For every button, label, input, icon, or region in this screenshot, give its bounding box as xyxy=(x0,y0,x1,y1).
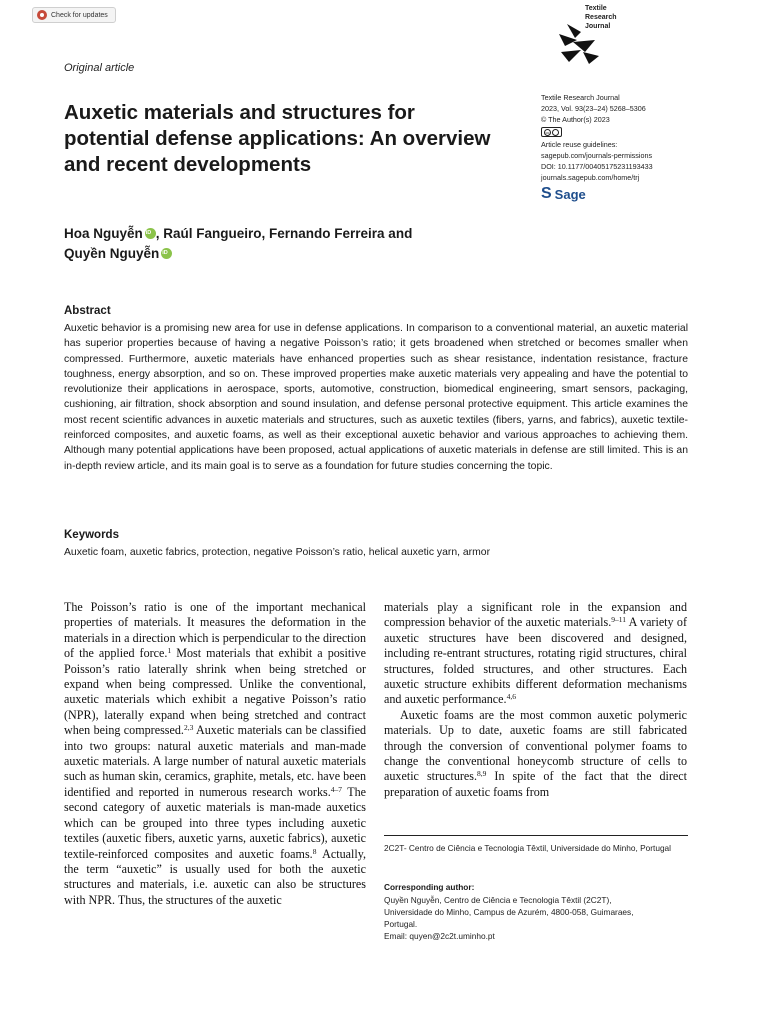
citation[interactable]: 8,9 xyxy=(477,769,487,779)
article-title: Auxetic materials and structures for potential defense applications: An overview and recent developments xyxy=(64,101,491,176)
citation[interactable]: 4–7 xyxy=(330,784,342,794)
author-list xyxy=(64,224,484,264)
orcid-icon[interactable] xyxy=(161,248,172,259)
journal-logo xyxy=(555,4,635,66)
abstract-heading: Abstract xyxy=(64,305,111,317)
keywords-text: Auxetic foam, auxetic fabrics, protection, negative Poisson’s ratio, helical auxetic yarn, armor xyxy=(64,547,491,558)
publisher-logo[interactable] xyxy=(541,186,653,202)
body-column-right xyxy=(384,600,687,800)
footnote-divider xyxy=(384,835,688,836)
author-name[interactable]: Hoa Nguyễn xyxy=(64,226,143,241)
sage-s-icon: S xyxy=(541,185,552,202)
paragraph: materials play a significant role in the expansion and compression behavior of the auxetic materials.$^{9-11}$ A variety of auxetic structures have been discovered and designed, including re-entrant structures, rotating rigid structures, chiral structures, folded structures, and other structures. Each auxetic structure exhibits different deformation mechanisms and auxetic performance.$^{4,6}$ xyxy=(384,600,687,707)
volume-info: 2023, Vol. 93(23–24) 5268–5306 xyxy=(541,104,646,113)
citation[interactable]: 2,3 xyxy=(183,723,194,733)
author-name[interactable]: Quyền Nguyễn xyxy=(64,246,160,261)
citation[interactable]: 4,6 xyxy=(506,692,516,702)
check-updates-label: Check for updates xyxy=(51,11,108,19)
keywords-heading: Keywords xyxy=(64,529,119,541)
publisher-name: Sage xyxy=(554,186,586,202)
paragraph: Auxetic foams are the most common auxetic polymeric materials. Up to date, auxetic foams are still fabricated through the conversion of conventional polymer foams to change the conventional honeycomb structure of cells to auxetic structures.$^{8,9}$ In spite of the fact that the direct preparation of auxetic foams from xyxy=(384,707,687,799)
journal-logo-mark-icon xyxy=(555,22,605,66)
author-names: , Raúl Fangueiro, Fernando Ferreira and xyxy=(155,226,413,241)
copyright: © The Author(s) 2023 xyxy=(541,115,610,124)
body-column-left xyxy=(64,600,366,908)
journal-logo-text: Textile Research Journal xyxy=(585,5,617,30)
corresponding-author-details: Quyền Nguyễn, Centro de Ciência e Tecnologia Têxtil (2C2T), Universidade do Minho, Campus de Azurém, 4800-058, Guimaraes, Portugal. Email: quyen@2c2t.uminho.pt xyxy=(384,894,687,942)
journal-name: Textile Research Journal xyxy=(541,93,620,102)
article-metadata xyxy=(541,92,653,202)
citation[interactable]: 9–11 xyxy=(611,615,626,625)
reuse-link[interactable]: sagepub.com/journals-permissions xyxy=(541,151,653,160)
citation[interactable]: 8 xyxy=(312,846,317,856)
paragraph: The Poisson’s ratio is one of the important mechanical properties of materials. It measures the deformation in the materials in a direction which is perpendicular to the direction of the applied force.$^1$ Most materials that exhibit a positive Poisson’s ratio laterally shrink when being stretched or expand when being compressed. Unlike the conventional, auxetic materials which exhibit a negative Poisson’s ratio (NPR), laterally expand when being stretched and contract when being compressed.$^{2,3}$ Auxetic materials can be classified into two groups: natural auxetic materials and man-made auxetic materials. A large number of natural auxetic materials such as human skin, ceramics, graphite, metals, etc. have been identified and reported in numerous research works.$^{4-7}$ The second category of auxetic materials is man-made auxetics which can be grouped into three types including auxetic textiles (auxetic fibers, auxetic yarns, auxetic fabrics), auxetic textile-reinforced composites and auxetic foams.$^8$ Actually, the term “auxetic” is usually used for both the auxetic structures and materials, i.e. auxetic can also be structures with NPR. Thus, the structures of the auxetic xyxy=(64,600,367,907)
orcid-icon[interactable] xyxy=(145,228,156,239)
check-for-updates-badge[interactable] xyxy=(32,7,116,23)
citation[interactable]: 1 xyxy=(167,646,172,656)
corresponding-author-heading: Corresponding author: xyxy=(384,882,475,892)
abstract-text: Auxetic behavior is a promising new area for use in defense applications. In comparison to a conventional material, an auxetic material has superior properties because of having a negative Poisson’s ratio; it gets broadened when stretched or becomes smaller when compressed. Furthermore, auxetic materials have enhanced properties such as shear resistance, indentation resistance, fracture toughness, energy absorption, and so on. These improved properties make auxetic materials very appealing and have the potential to revolutionize their applications in aerospace, sports, automotive, construction, biomedical engineering, smart sensors, packaging, cushioning, air filtration, shock absorption and sound insulation, and defense personal protective equipment. This article examines the most recent scientific advances in auxetic materials and structures, such as auxetic textiles (fibers, yarns, and fabrics), auxetic textile-reinforced composites, and auxetic foams, as well as their exceptional auxetic behavior and various approaches to achieving them. Although many potential applications have been proposed, actual applications of auxetic materials in defense are still limited. This is an in-depth review article, and its main goal is to serve as a foundation for future studies concerning the topic. xyxy=(64,323,688,472)
journal-url[interactable]: journals.sagepub.com/home/trj xyxy=(541,173,640,182)
article-type: Original article xyxy=(64,62,135,74)
reuse-label: Article reuse guidelines: xyxy=(541,140,618,149)
affiliation: 2C2T- Centro de Ciência e Tecnologia Têxtil, Universidade do Minho, Portugal xyxy=(384,843,672,853)
email[interactable]: Email: quyen@2c2t.uminho.pt xyxy=(384,931,495,941)
doi[interactable]: DOI: 10.1177/00405175231193433 xyxy=(541,162,653,171)
creative-commons-icon[interactable]: cc xyxy=(541,127,562,137)
check-updates-icon xyxy=(37,10,47,20)
